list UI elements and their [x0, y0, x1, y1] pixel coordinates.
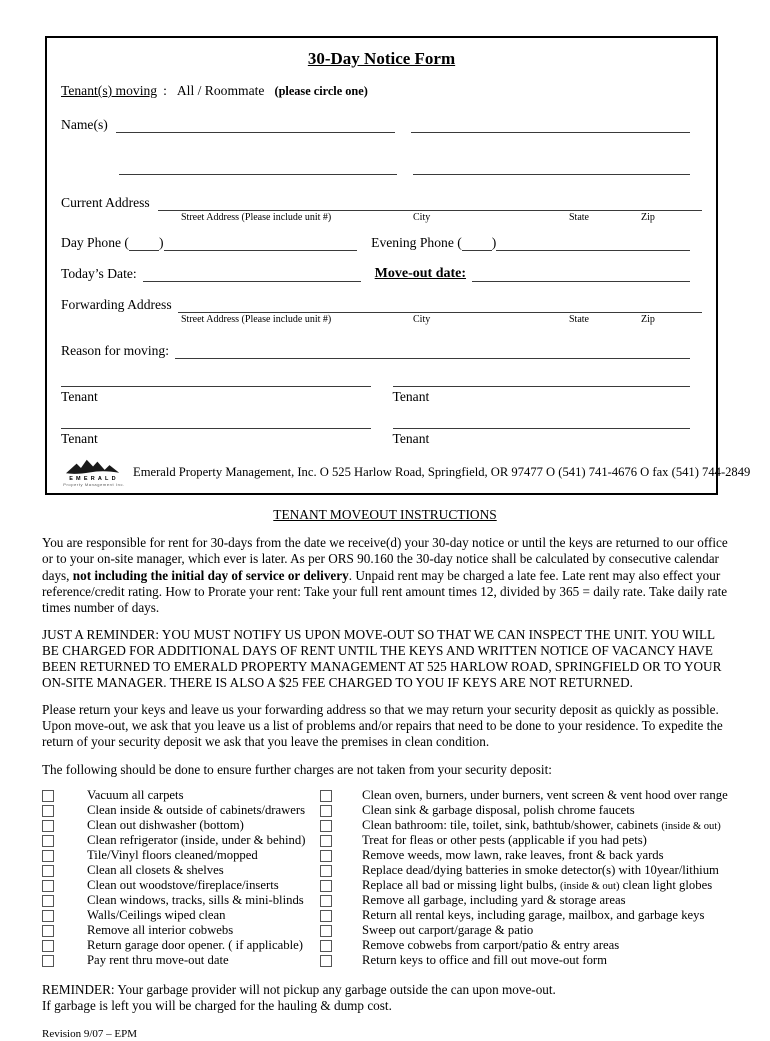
signature-cell [393, 385, 691, 405]
tenant-label-4: Tenant [392, 431, 430, 446]
name-blank-4 [413, 159, 691, 175]
checklist-item-label: Treat for fleas or other pests (applicable if you had pets) [362, 833, 647, 848]
checkbox[interactable] [320, 820, 332, 832]
form-footer [61, 457, 751, 487]
tenant-label-1: Tenant [61, 389, 98, 404]
evening-phone-label: Evening Phone ( [371, 235, 462, 250]
emerald-logo [61, 457, 127, 487]
signature-cell [393, 427, 691, 447]
checkbox[interactable] [42, 925, 54, 937]
checkbox[interactable] [42, 790, 54, 802]
checklist-item-label: Return all rental keys, including garage, mailbox, and garbage keys [362, 908, 705, 923]
city-sublabel-2: City [413, 314, 431, 325]
mountain-logo-icon [65, 457, 123, 477]
checklist-row [42, 954, 320, 969]
zip-sublabel-2: Zip [641, 314, 655, 325]
checkbox[interactable] [42, 865, 54, 877]
checklist-row [42, 864, 320, 879]
checkbox[interactable] [320, 895, 332, 907]
checkbox[interactable] [42, 940, 54, 952]
checklist-row [320, 819, 728, 834]
checkbox[interactable] [42, 805, 54, 817]
current-address-blank [158, 195, 702, 211]
checklist-item-label: Remove cobwebs from carport/patio & entry areas [362, 938, 620, 953]
checklist-item-label: Replace dead/dying batteries in smoke detector(s) with 10year/lithium [362, 863, 719, 878]
tenant-label-3: Tenant [61, 431, 98, 446]
checklist-right-column [320, 789, 728, 969]
checklist-item-label: Walls/Ceilings wiped clean [87, 908, 226, 923]
move-out-date-blank [472, 266, 690, 282]
forwarding-address-row [61, 297, 702, 313]
form-title: 30-Day Notice Form [307, 49, 456, 68]
checklist-row [42, 909, 320, 924]
reminder-line-1: REMINDER: Your garbage provider will not pickup any garbage outside the can upon move-out. [42, 981, 556, 997]
street-sublabel-2: Street Address (Please include unit #) [181, 314, 332, 325]
checklist-row [42, 924, 320, 939]
checklist-row [42, 939, 320, 954]
p1-pre: You are responsible for rent for 30-days from the date we receive(d) your 30-day notice or until the keys are returned to our office or to your on-site manager, which ever is later. As per ORS 90.160 the 30-day notice shall be calculated by consecutive calendar days, [42, 535, 728, 583]
checklist-item-label: Clean sink & garbage disposal, polish chrome faucets [362, 803, 635, 818]
tenants-moving-row [61, 83, 702, 99]
forwarding-address-blank [178, 297, 702, 313]
city-sublabel: City [413, 212, 431, 223]
signature-row-1 [61, 385, 702, 405]
checklist-row [42, 804, 320, 819]
checklist-row [42, 819, 320, 834]
state-sublabel: State [569, 212, 589, 223]
current-address-row [61, 195, 702, 211]
current-address-label: Current Address [61, 195, 150, 210]
checkbox[interactable] [42, 955, 54, 967]
evening-phone-area-blank [462, 235, 492, 251]
checklist-row [320, 909, 728, 924]
circle-one-note: (please circle one) [274, 84, 368, 98]
street-sublabel: Street Address (Please include unit #) [181, 212, 332, 223]
day-phone-paren: ) [158, 235, 164, 250]
logo-wordmark: EMERALD [69, 476, 119, 482]
checklist-item-label: Clean out woodstove/fireplace/inserts [87, 878, 279, 893]
checkbox[interactable] [42, 880, 54, 892]
checklist-item-label: Return garage door opener. ( if applicable) [87, 938, 303, 953]
tenant-signature-blank-4 [393, 427, 691, 429]
name-blank-2 [411, 117, 690, 133]
names-row [61, 117, 702, 133]
checklist-item-label: Vacuum all carpets [87, 788, 184, 803]
phones-row [61, 235, 702, 251]
checkbox[interactable] [320, 835, 332, 847]
checklist-item-label: Remove all garbage, including yard & storage areas [362, 893, 626, 908]
checklist-row [320, 804, 728, 819]
checkbox[interactable] [320, 910, 332, 922]
checkbox[interactable] [320, 805, 332, 817]
name-blank-3 [119, 159, 397, 175]
checkbox[interactable] [320, 925, 332, 937]
checklist-row [320, 849, 728, 864]
tenants-moving-colon: : [163, 83, 167, 98]
dates-row [61, 266, 702, 282]
checklist-row [320, 789, 728, 804]
checklist-row [42, 789, 320, 804]
checkbox[interactable] [320, 955, 332, 967]
todays-date-blank [143, 266, 361, 282]
p1-post: . Unpaid rent may be charged a late fee. Late rent may also effect your reference/credit rating. How to Prorate your rent: Take your full rent amount times 12, divided by 365 = daily rate. Take daily rate times number of days. [42, 567, 728, 615]
checklist-item-label: Remove weeds, mow lawn, rake leaves, front & back yards [362, 848, 664, 863]
reason-row [61, 343, 702, 359]
checkbox[interactable] [320, 790, 332, 802]
names-label: Name(s) [61, 117, 108, 132]
moveout-checklist [42, 789, 728, 969]
todays-date-label: Today’s Date: [61, 266, 137, 281]
checklist-item-label: Sweep out carport/garage & patio [362, 923, 534, 938]
reason-blank [175, 343, 690, 359]
signature-cell [61, 427, 371, 447]
revision-note: Revision 9/07 – EPM [42, 1027, 138, 1040]
checklist-item-label: Clean oven, burners, under burners, vent screen & vent hood over range [362, 788, 728, 803]
signature-row-2 [61, 427, 702, 447]
garbage-reminder [42, 982, 728, 1015]
paragraph-return-keys: Please return your keys and leave us your forwarding address so that we may return your security deposit as quickly as possible. Upon move-out, we ask that you leave us a list of problems and/or repairs that need to be done to your residence. To expedite the return of your security deposit we ask that you leave the premises in clean condition. [42, 702, 723, 750]
names-row-2 [61, 159, 702, 175]
checklist-item-label: Clean out dishwasher (bottom) [87, 818, 244, 833]
signature-cell [61, 385, 371, 405]
checklist-item-label: Clean windows, tracks, sills & mini-blinds [87, 893, 304, 908]
checklist-row [42, 834, 320, 849]
checklist-item-label: Clean bathroom: tile, toilet, sink, bathtub/shower, cabinets (inside & out) [362, 818, 721, 833]
zip-sublabel: Zip [641, 212, 655, 223]
paragraph-rent-responsibility [42, 535, 728, 615]
checklist-item-label: Tile/Vinyl floors cleaned/mopped [87, 848, 258, 863]
checklist-item-label: Clean refrigerator (inside, under & behind) [87, 833, 306, 848]
current-address-sublabels [61, 211, 702, 224]
forwarding-address-label: Forwarding Address [61, 297, 172, 312]
checkbox[interactable] [320, 850, 332, 862]
checklist-row [42, 894, 320, 909]
checklist-item-label: Replace all bad or missing light bulbs, (inside & out) clean light globes [362, 878, 713, 893]
company-contact-line: Emerald Property Management, Inc. O 525 Harlow Road, Springfield, OR 97477 O (541) 741-4676 O fax (541) 744-2849 [133, 464, 751, 479]
checklist-row [42, 849, 320, 864]
checklist-row [320, 879, 728, 894]
tenant-signature-blank-1 [61, 385, 371, 387]
checkbox[interactable] [42, 820, 54, 832]
tenants-moving-options: All / Roommate [176, 83, 265, 98]
forwarding-address-sublabels [61, 313, 702, 326]
checklist-intro: The following should be done to ensure further charges are not taken from your security deposit: [42, 762, 552, 778]
instructions-heading: TENANT MOVEOUT INSTRUCTIONS [273, 507, 497, 522]
day-phone-blank [164, 235, 358, 251]
checklist-item-label: Return keys to office and fill out move-out form [362, 953, 608, 968]
checklist-row [320, 924, 728, 939]
checkbox[interactable] [320, 940, 332, 952]
tenant-signature-blank-3 [61, 427, 371, 429]
reason-label: Reason for moving: [61, 343, 169, 358]
checkbox[interactable] [320, 880, 332, 892]
reminder-line-2: If garbage is left you will be charged for the hauling & dump cost. [42, 998, 392, 1014]
logo-subtext: Property Management Inc. [63, 482, 125, 487]
name-blank-1 [116, 117, 395, 133]
move-out-date-label: Move-out date: [374, 266, 467, 281]
state-sublabel-2: State [569, 314, 589, 325]
checklist-row [320, 864, 728, 879]
checklist-item-label: Clean inside & outside of cabinets/drawers [87, 803, 306, 818]
paragraph-reminder-notify: JUST A REMINDER: YOU MUST NOTIFY US UPON MOVE-OUT SO THAT WE CAN INSPECT THE UNIT. YOU WILL BE CHARGED FOR ADDITIONAL DAYS OF RENT UNTIL THE KEYS AND WRITTEN NOTICE OF VACANCY HAVE BEEN RETURNED TO EMERALD PROPERTY MANAGEMENT AT 525 HARLOW ROAD, SPRINGFIELD OR TO YOUR ON-SITE MANAGER. THERE IS ALSO A $25 FEE CHARGED TO YOU IF KEYS ARE NOT RETURNED. [42, 626, 722, 691]
checklist-item-label: Pay rent thru move-out date [87, 953, 229, 968]
evening-phone-paren: ) [491, 235, 497, 250]
checklist-row [42, 879, 320, 894]
tenant-label-2: Tenant [392, 389, 430, 404]
checklist-item-label: Remove all interior cobwebs [87, 923, 234, 938]
tenants-moving-label: Tenant(s) moving [61, 83, 158, 98]
checklist-item-label: Clean all closets & shelves [87, 863, 224, 878]
checkbox[interactable] [42, 850, 54, 862]
tenant-signature-blank-2 [393, 385, 691, 387]
day-phone-area-blank [129, 235, 159, 251]
day-phone-label: Day Phone ( [61, 235, 129, 250]
checklist-row [320, 894, 728, 909]
checkbox[interactable] [42, 835, 54, 847]
instructions-section [42, 507, 728, 1041]
checklist-row [320, 939, 728, 954]
checklist-row [320, 954, 728, 969]
notice-form-box [45, 36, 751, 495]
checkbox[interactable] [320, 865, 332, 877]
checkbox[interactable] [42, 895, 54, 907]
checklist-left-column [42, 789, 320, 969]
checkbox[interactable] [42, 910, 54, 922]
p1-bold: not including the initial day of service or delivery [72, 567, 349, 583]
checklist-row [320, 834, 728, 849]
evening-phone-blank [496, 235, 690, 251]
